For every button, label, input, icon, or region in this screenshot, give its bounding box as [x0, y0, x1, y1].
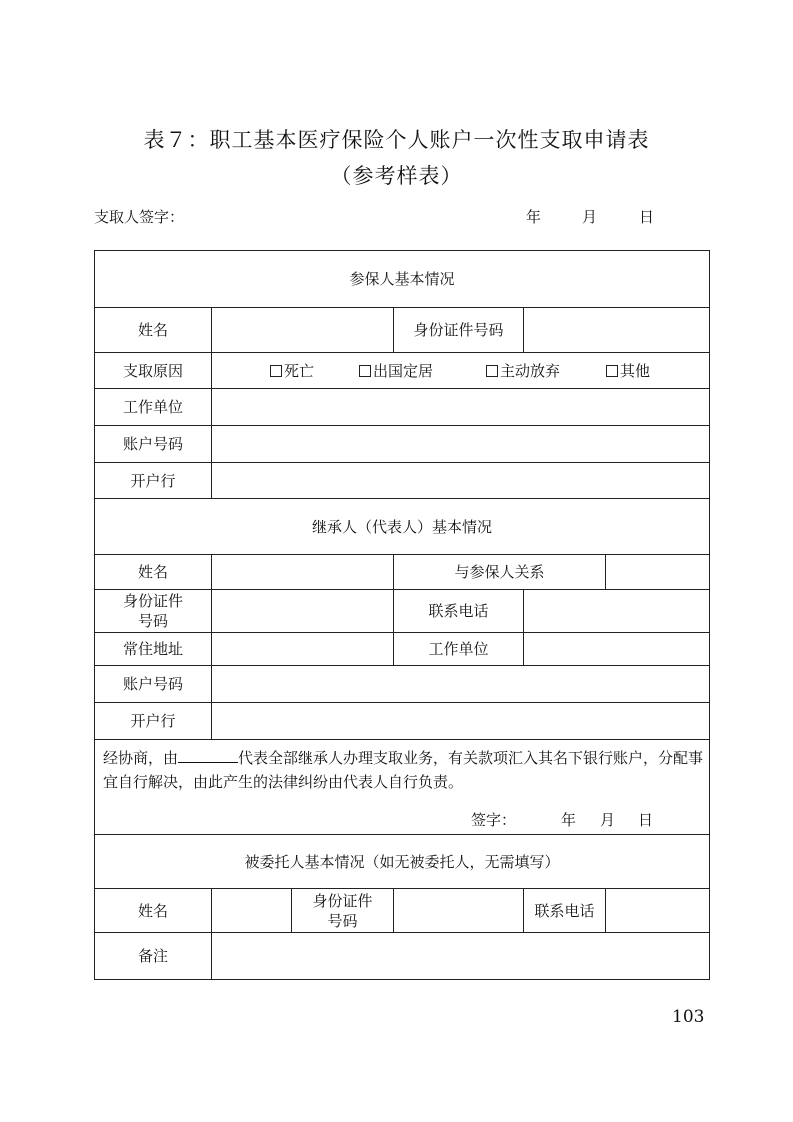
heir-employer-label: 工作单位 [394, 633, 524, 666]
heir-bank-field[interactable] [212, 703, 710, 740]
insured-id-label: 身份证件号码 [394, 308, 524, 353]
applicant-signature-line [94, 206, 708, 226]
insured-bank-label: 开户行 [95, 463, 212, 499]
agent-name-label: 姓名 [95, 889, 212, 933]
withdraw-reason-options [212, 353, 710, 389]
applicant-signature-label: 支取人签字： [94, 208, 185, 226]
insured-name-label: 姓名 [95, 308, 212, 353]
day-label: 日 [639, 208, 655, 226]
reason-option-other[interactable]: 其他 [606, 361, 650, 381]
heir-bank-label: 开户行 [95, 703, 212, 740]
month-label: 月 [582, 208, 598, 226]
reason-option-death[interactable]: 死亡 [270, 361, 314, 381]
remarks-field[interactable] [212, 933, 710, 980]
heir-account-field[interactable] [212, 666, 710, 703]
reason-option-voluntary[interactable]: 主动放弃 [486, 361, 560, 381]
agent-phone-label: 联系电话 [524, 889, 606, 933]
reason-option-emigrate[interactable]: 出国定居 [359, 361, 433, 381]
checkbox-icon [486, 365, 498, 377]
heir-address-field[interactable] [212, 633, 394, 666]
insured-employer-field[interactable] [212, 389, 710, 426]
representative-name-blank[interactable] [178, 748, 238, 763]
page-number: 103 [672, 1007, 705, 1027]
agreement-day-label: 日 [638, 811, 654, 829]
heir-relation-label: 与参保人关系 [394, 555, 606, 590]
agreement-statement: 经协商，由 代表全部继承人办理支取业务，有关款项汇入其名下银行账户，分配事宜自行解决，由此产生的法律纠纷由代表人自行负责。 签字： 年 月 日 [95, 740, 710, 835]
insured-employer-label: 工作单位 [95, 389, 212, 426]
heir-account-label: 账户号码 [95, 666, 212, 703]
agent-section-header: 被委托人基本情况（如无被委托人，无需填写） [95, 835, 710, 889]
agent-name-field[interactable] [212, 889, 292, 933]
agreement-year-label: 年 [561, 811, 577, 829]
checkbox-icon [606, 365, 618, 377]
heir-section-header: 继承人（代表人）基本情况 [95, 499, 710, 555]
agreement-signature-line [103, 806, 703, 834]
insured-account-label: 账户号码 [95, 426, 212, 463]
insured-account-field[interactable] [212, 426, 710, 463]
insured-name-field[interactable] [212, 308, 394, 353]
page-subtitle: （参考样表） [330, 164, 463, 188]
heir-relation-field[interactable] [606, 555, 710, 590]
agreement-month-label: 月 [600, 811, 616, 829]
heir-phone-label: 联系电话 [394, 590, 524, 633]
agent-id-label: 身份证件 号码 [292, 889, 394, 933]
heir-name-label: 姓名 [95, 555, 212, 590]
heir-address-label: 常住地址 [95, 633, 212, 666]
heir-id-field[interactable] [212, 590, 394, 633]
withdraw-reason-label: 支取原因 [95, 353, 212, 389]
agreement-sign-label: 签字： [471, 811, 517, 829]
heir-employer-field[interactable] [524, 633, 710, 666]
checkbox-icon [359, 365, 371, 377]
year-label: 年 [526, 208, 542, 226]
heir-id-label: 身份证件 号码 [95, 590, 212, 633]
page-title: 表７：职工基本医疗保险个人账户一次性支取申请表 [143, 128, 650, 152]
insured-bank-field[interactable] [212, 463, 710, 499]
agent-phone-field[interactable] [606, 889, 710, 933]
remarks-label: 备注 [95, 933, 212, 980]
heir-name-field[interactable] [212, 555, 394, 590]
checkbox-icon [270, 365, 282, 377]
insured-id-field[interactable] [524, 308, 710, 353]
heir-phone-field[interactable] [524, 590, 710, 633]
insured-section-header: 参保人基本情况 [95, 251, 710, 308]
application-form-table [94, 250, 710, 980]
agent-id-field[interactable] [394, 889, 524, 933]
